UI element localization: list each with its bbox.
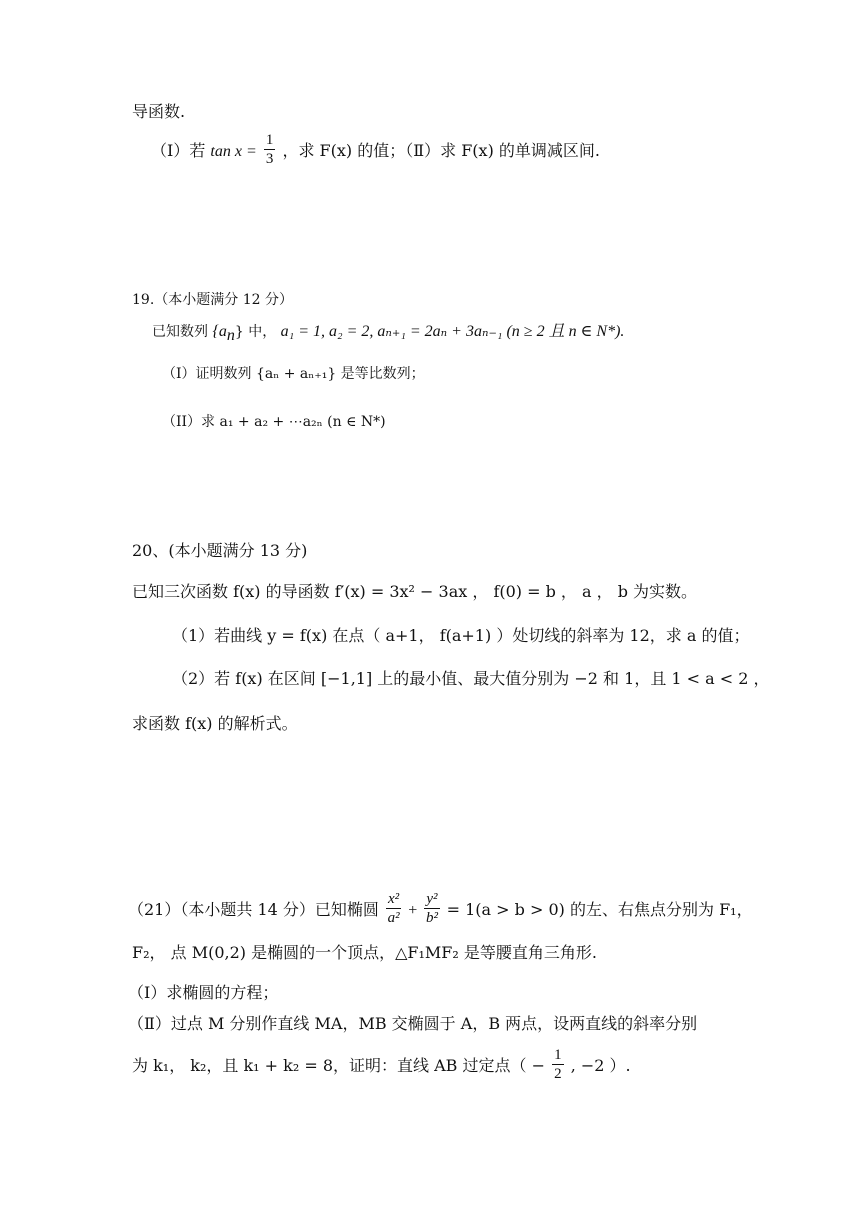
- fraction-x: [386, 890, 401, 927]
- line-text: , −2 ）.: [570, 1056, 631, 1075]
- question-20-heading: [132, 539, 307, 563]
- question-21-part-2-cont: [132, 1048, 631, 1085]
- line-text: （1）若曲线 y = f(x) 在点（ a+1， f(a+1) ）处切线的斜率为 12，求 a 的值；: [172, 626, 750, 645]
- fraction-numerator: 1: [265, 132, 274, 148]
- fraction-denominator: 3: [265, 151, 274, 167]
- fraction-denominator: b²: [425, 910, 438, 926]
- question-21-part-1: [128, 981, 278, 1005]
- question-21-statement: [128, 892, 753, 929]
- line-text: 导函数.: [132, 102, 186, 121]
- question-20-part-1: [172, 624, 749, 648]
- question-20-part-2: [172, 667, 770, 691]
- fraction-numerator: y²: [426, 891, 438, 907]
- line-text: （2）若 f(x) 在区间 [−1,1] 上的最小值、最大值分别为 −2 和 1，且 1 < a < 2 ，: [172, 669, 770, 688]
- question-21-part-2: [128, 1012, 697, 1036]
- fraction-numerator: x²: [388, 891, 400, 907]
- part-label: （Ⅰ）若: [151, 141, 206, 160]
- line-text: 为 k₁， k₂，且 k₁ + k₂ = 8，证明：直线 AB 过定点（ −: [132, 1056, 546, 1075]
- question-heading: 19.（本小题满分 12 分）: [132, 292, 293, 308]
- fraction-y: [424, 890, 439, 927]
- fraction-numerator: 1: [554, 1047, 562, 1063]
- text-line: [132, 100, 185, 124]
- line-text: （Ⅰ）求椭圆的方程；: [128, 983, 279, 1002]
- line-text: ，求 F(x) 的值；（Ⅱ）求 F(x) 的单调减区间.: [282, 141, 600, 160]
- question-20-part-2-cont: [132, 712, 298, 736]
- line-text: （Ⅱ）过点 M 分别作直线 MA，MB 交椭圆于 A，B 两点，设两直线的斜率分别: [128, 1014, 698, 1033]
- line-text: = 1(a > b > 0) 的左、右焦点分别为 F₁，: [446, 900, 753, 919]
- line-text: F₂， 点 M(0,2) 是椭圆的一个顶点，△F₁MF₂ 是等腰直角三角形.: [132, 943, 597, 962]
- question-19-heading: [132, 288, 293, 312]
- line-text: （II）求 a₁ + a₂ + ⋯a₂ₙ (n ∈ N*): [162, 414, 386, 430]
- line-text: 已知三次函数 f(x) 的导函数 f′(x) = 3x² − 3ax ， f(0) = b ， a ， b 为实数。: [132, 582, 698, 601]
- question-20-statement: [132, 580, 697, 604]
- question-19-part-1: [162, 362, 425, 386]
- question-18-parts: [151, 133, 600, 170]
- math-operator: +: [408, 902, 418, 919]
- math-expression: a₁ = 1, a₂ = 2, aₙ₊₁ = 2aₙ + 3aₙ₋₁ (n ≥ 2 且 n ∈ N*).: [280, 323, 625, 340]
- line-text: } 中，: [234, 324, 277, 340]
- line-text: 求函数 f(x) 的解析式。: [132, 714, 298, 733]
- fraction-denominator: a²: [387, 910, 400, 926]
- math-expression: {a: [212, 323, 227, 340]
- question-21-line-2: [132, 941, 597, 965]
- line-text: （I）证明数列 {aₙ + aₙ₊₁} 是等比数列；: [162, 366, 425, 382]
- question-heading: 20、(本小题满分 13 分): [132, 541, 308, 560]
- fraction-denominator: 2: [554, 1066, 562, 1082]
- question-heading: （21）（本小题共 14 分）已知椭圆: [128, 900, 379, 919]
- line-text: 已知数列: [152, 324, 208, 340]
- question-19-part-2: [162, 410, 386, 434]
- fraction: [264, 131, 276, 168]
- fraction-half: [552, 1046, 564, 1083]
- question-19-statement: 已知数列 $\{a_n\}$ 中， a₁ = 1, a₂ = 2, aₙ₊₁ = 2aₙ + 3aₙ₋₁ (n ≥ 2 且 n ∈ N*).: [152, 323, 625, 344]
- math-expression: tan x =: [210, 143, 257, 160]
